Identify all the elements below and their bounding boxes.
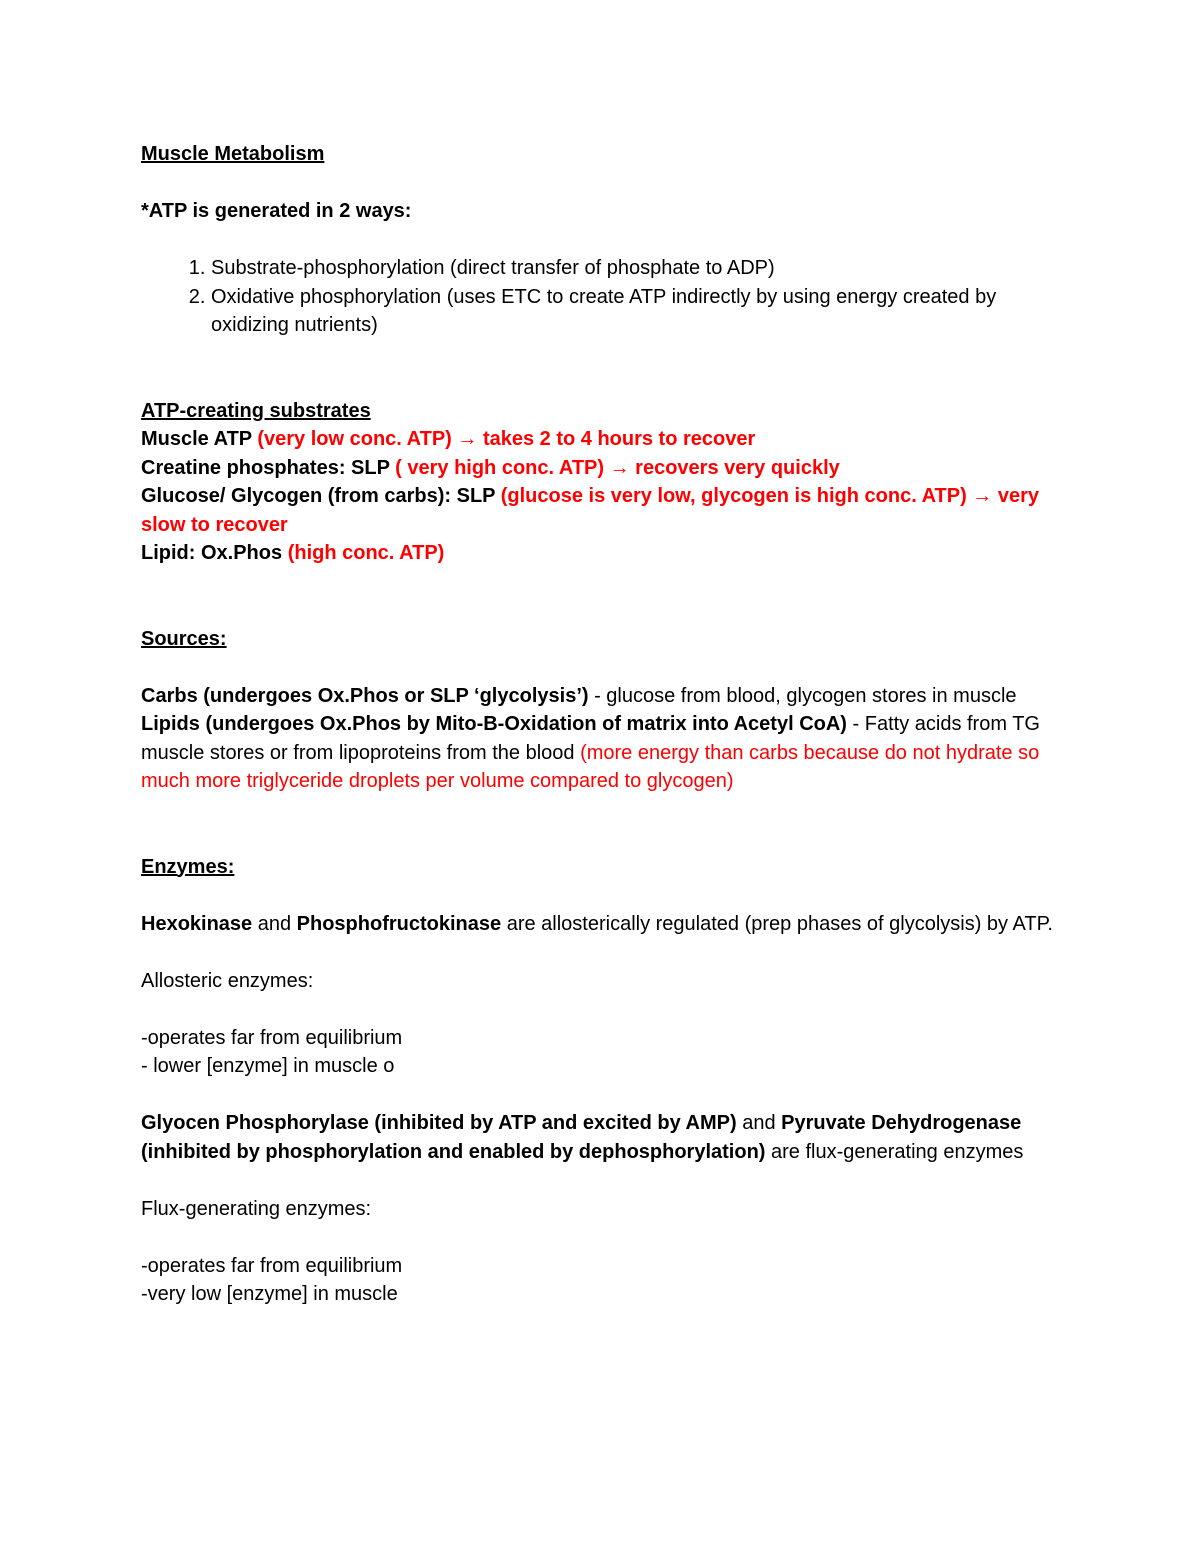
- source-carbs-label: Carbs (undergoes Ox.Phos or SLP ‘glycolysis’): [141, 684, 589, 707]
- flux-point: -very low [enzyme] in muscle: [141, 1283, 398, 1305]
- enzymes-heading: Enzymes:: [141, 855, 235, 878]
- list-item: 2. Oxidative phosphorylation (uses ETC to create ATP indirectly by using energy created by oxidizing nutrients): [211, 283, 1061, 340]
- allosteric-text: are allosterically regulated (prep phases of glycolysis) by ATP.: [501, 912, 1053, 935]
- allosteric-point: -operates far from equilibrium: [141, 1026, 403, 1049]
- glycogen-phosphorylase-label: Glyocen Phosphorylase (inhibited by ATP and excited by AMP): [141, 1112, 737, 1134]
- source-lipids-note: (more energy than carbs because do not hydrate so much more triglyceride droplets per volume compared to glycogen): [141, 741, 1040, 792]
- substrate-label: Lipid: Ox.Phos: [141, 542, 283, 564]
- allosteric-point: - lower [enzyme] in muscle o: [141, 1055, 395, 1077]
- source-lipids-text: - Fatty acids from TG muscle stores or from lipoproteins from the blood: [141, 713, 1040, 764]
- conjunction-text: and: [252, 912, 297, 935]
- substrate-lipid: [141, 539, 1061, 568]
- list-item: 1. Substrate-phosphorylation (direct transfer of phosphate to ADP): [211, 254, 1061, 283]
- document-title: Muscle Metabolism: [141, 143, 325, 165]
- substrate-label: Glucose/ Glycogen (from carbs): SLP: [141, 485, 496, 507]
- atp-intro: *ATP is generated in 2 ways:: [141, 200, 412, 222]
- sources-heading: Sources:: [141, 627, 227, 650]
- hexokinase-label: Hexokinase: [141, 912, 253, 935]
- pyruvate-dehydrogenase-label: Pyruvate Dehydrogenase (inhibited by phosphorylation and enabled by dephosphorylation): [141, 1112, 1022, 1163]
- substrate-note: (very low conc. ATP) → takes 2 to 4 hours to recover: [257, 428, 756, 450]
- source-carbs-text: - glucose from blood, glycogen stores in muscle: [588, 684, 1017, 707]
- allosteric-statement: [141, 910, 1061, 939]
- flux-statement: [141, 1109, 1061, 1166]
- substrate-note: (high conc. ATP): [287, 542, 445, 564]
- allosteric-heading: Allosteric enzymes:: [141, 969, 314, 992]
- substrate-label: Muscle ATP: [141, 428, 252, 450]
- substrate-note: ( very high conc. ATP) → recovers very quickly: [395, 456, 840, 479]
- source-lipids-label: Lipids (undergoes Ox.Phos by Mito-B-Oxidation of matrix into Acetyl CoA): [141, 713, 847, 735]
- atp-ways-list: [141, 254, 1061, 340]
- substrates-heading: ATP-creating substrates: [141, 399, 371, 422]
- flux-point: -operates far from equilibrium: [141, 1254, 403, 1277]
- source-lipids: [141, 710, 1061, 796]
- flux-text: are flux-generating enzymes: [765, 1140, 1024, 1163]
- substrate-muscle-atp: [141, 425, 1061, 454]
- pfk-label: Phosphofructokinase: [296, 912, 502, 935]
- substrate-glucose: [141, 482, 1061, 539]
- substrate-creatine: [141, 454, 1061, 483]
- conjunction-text: and: [736, 1112, 782, 1134]
- flux-heading: Flux-generating enzymes:: [141, 1197, 372, 1220]
- source-carbs: [141, 682, 1061, 711]
- substrate-note: (glucose is very low, glycogen is high conc. ATP) → very slow to recover: [141, 485, 1040, 536]
- substrate-label: Creatine phosphates: SLP: [141, 456, 390, 479]
- document-body: [141, 140, 1061, 1309]
